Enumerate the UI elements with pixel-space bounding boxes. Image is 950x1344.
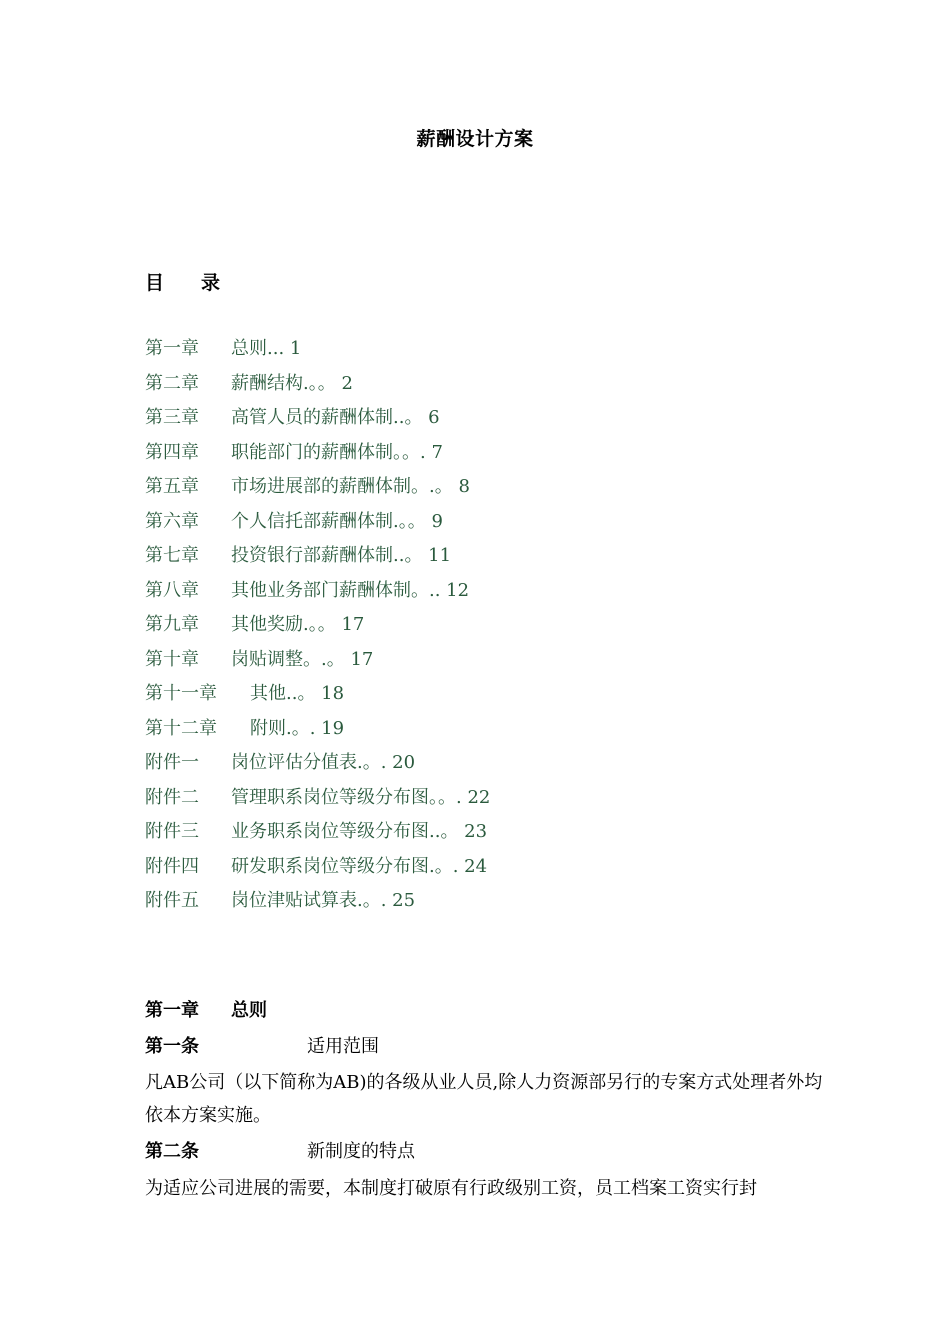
chapter-number: 第一章 [145, 1000, 199, 1021]
toc-entry-number: 附件一 [145, 752, 199, 773]
toc-entry-text: 高管人员的薪酬体制..。 6 [231, 407, 440, 428]
toc-entry-text: 研发职系岗位等级分布图.。. 24 [231, 855, 488, 877]
article-name: 新制度的特点 [307, 1141, 415, 1162]
toc-entry-number: 附件五 [145, 890, 199, 911]
toc-entry-number: 第七章 [145, 545, 199, 566]
toc-entry-text: 管理职系岗位等级分布图。。. 22 [231, 786, 491, 808]
toc-entry-number: 第一章 [145, 338, 199, 359]
toc-entry[interactable] [145, 440, 785, 475]
article-heading [145, 1032, 825, 1058]
toc-entry-number: 第八章 [145, 579, 199, 601]
toc-entry-text: 薪酬结构.。。 2 [231, 372, 353, 394]
toc-entry[interactable] [145, 543, 785, 578]
toc-entry-text: 其他..。 18 [250, 683, 345, 704]
toc-entry[interactable] [145, 509, 785, 544]
document-title: 薪酬设计方案 [416, 128, 534, 150]
article-heading [145, 1137, 825, 1163]
toc-entry[interactable] [145, 750, 785, 785]
toc-entry-number: 第三章 [145, 407, 199, 428]
toc-entry[interactable] [145, 371, 785, 406]
toc-entry[interactable] [145, 681, 785, 716]
toc-heading-left: 目 [145, 272, 165, 294]
toc-entry-text: 其他奖励.。。 17 [231, 614, 365, 635]
article-paragraph: 为适应公司进展的需要，本制度打破原有行政级别工资，员工档案工资实行封 [145, 1178, 757, 1199]
toc-heading [145, 268, 220, 295]
toc-entry[interactable] [145, 405, 785, 440]
toc-entry-number: 第十章 [145, 648, 199, 670]
toc-entry[interactable] [145, 612, 785, 647]
toc-entry[interactable] [145, 854, 785, 889]
toc-entry[interactable] [145, 474, 785, 509]
toc-entry[interactable] [145, 578, 785, 613]
chapter-name: 总则 [231, 1000, 267, 1021]
toc-entry-number: 第十一章 [145, 683, 217, 704]
toc-entry-number: 第二章 [145, 372, 199, 394]
toc-entry-text: 总则... 1 [231, 338, 302, 359]
toc-entry-text: 其他业务部门薪酬体制。.. 12 [231, 579, 470, 601]
toc-entry[interactable] [145, 716, 785, 751]
toc-entry[interactable] [145, 336, 785, 371]
toc-entry-number: 第五章 [145, 476, 199, 497]
article-number: 第二条 [145, 1141, 199, 1162]
toc-entry-number: 第九章 [145, 614, 199, 635]
toc-entry-number: 第十二章 [145, 717, 217, 739]
chapter-heading [145, 996, 825, 1022]
toc-entry[interactable] [145, 819, 785, 854]
toc-entry-number: 附件四 [145, 855, 199, 877]
article-name: 适用范围 [307, 1036, 379, 1057]
toc-entry-text: 个人信托部薪酬体制.。。 9 [231, 510, 443, 532]
toc-entry[interactable] [145, 647, 785, 682]
toc-heading-right: 录 [201, 272, 221, 294]
toc-entry-text: 岗位评估分值表.。. 20 [231, 752, 416, 773]
toc-entry-text: 业务职系岗位等级分布图..。 23 [231, 821, 488, 842]
toc-entry-number: 第四章 [145, 441, 199, 463]
toc-entry-text: 附则.。. 19 [250, 717, 345, 739]
article-paragraph: 凡AB公司（以下简称为AB)的各级从业人员,除人力资源部另行的专案方式处理者外均依本方案实施。 [145, 1072, 823, 1126]
toc-entry-text: 岗贴调整。.。 17 [231, 648, 374, 670]
toc-entry-text: 投资银行部薪酬体制..。 11 [231, 545, 452, 566]
article-number: 第一条 [145, 1036, 199, 1057]
toc-entry-number: 附件三 [145, 821, 199, 842]
toc-entry-text: 市场进展部的薪酬体制。.。 8 [231, 476, 470, 497]
toc-entry-text: 岗位津贴试算表.。. 25 [231, 890, 416, 911]
table-of-contents [145, 336, 785, 923]
toc-entry-number: 附件二 [145, 786, 199, 808]
toc-entry-text: 职能部门的薪酬体制。。. 7 [231, 441, 443, 463]
toc-entry[interactable] [145, 785, 785, 820]
toc-entry[interactable] [145, 888, 785, 923]
toc-entry-number: 第六章 [145, 510, 199, 532]
